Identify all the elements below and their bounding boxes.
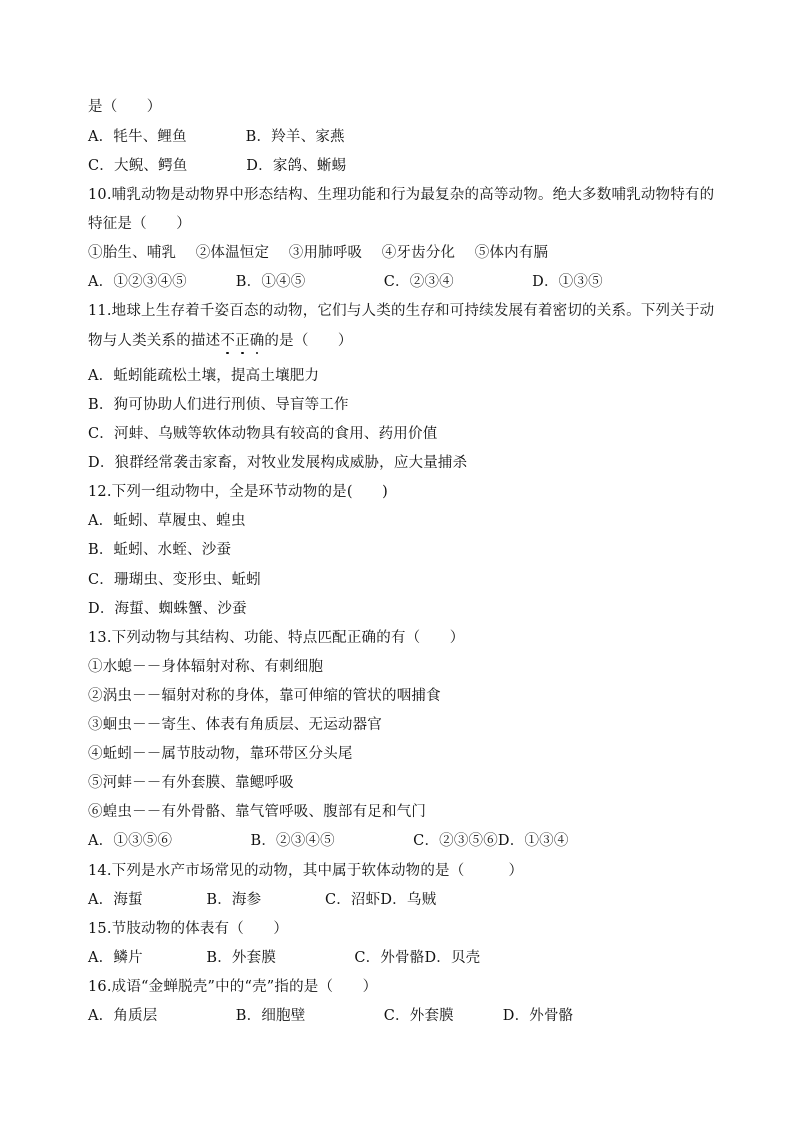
option-line: C．河蚌、乌贼等软体动物具有较高的食用、药用价值 — [88, 426, 438, 442]
statement-line: ②涡虫－－辐射对称的身体，靠可伸缩的管状的咽捕食 — [88, 688, 441, 704]
question-12: 12.下列一组动物中，全是环节动物的是( ) — [88, 484, 388, 500]
option-line: A．蚯蚓能疏松土壤，提高土壤肥力 — [88, 368, 320, 384]
text-span: 的是（ ） — [264, 333, 353, 349]
option-line: A．角质层 B．细胞壁 C．外套膜 D．外骨骼 — [88, 1008, 574, 1024]
text-line: 是（ ） — [88, 99, 162, 115]
text-line: 特征是（ ） — [88, 216, 191, 232]
option-line: A．牦牛、鲤鱼 B．羚羊、家燕 — [88, 129, 345, 145]
question-10: 10.哺乳动物是动物界中形态结构、生理功能和行为最复杂的高等动物。绝大多数哺乳动物特有的 — [88, 187, 715, 203]
option-line: B．蚯蚓、水蛭、沙蚕 — [88, 542, 232, 558]
question-15: 15.节肢动物的体表有（ ） — [88, 921, 289, 937]
statement-line: ①水螅－－身体辐射对称、有刺细胞 — [88, 659, 324, 675]
option-line: C．珊瑚虫、变形虫、蚯蚓 — [88, 572, 261, 588]
option-line: B．狗可协助人们进行刑侦、导盲等工作 — [88, 397, 349, 413]
question-11-continued — [88, 331, 353, 351]
option-line: A．鳞片 B．外套膜 C．外骨骼D．贝壳 — [88, 950, 481, 966]
question-14: 14.下列是水产市场常见的动物，其中属于软体动物的是（ ） — [88, 863, 524, 879]
question-16: 16.成语“金蝉脱壳”中的“壳”指的是（ ） — [88, 979, 378, 995]
option-line: A．蚯蚓、草履虫、蝗虫 — [88, 513, 246, 529]
option-line: D．海蜇、蜘蛛蟹、沙蚕 — [88, 601, 247, 617]
text-span: 物与人类关系的描述 — [88, 333, 221, 349]
statement-line: ④蚯蚓－－属节肢动物，靠环带区分头尾 — [88, 746, 353, 762]
statement-line: ①胎生、哺乳 ②体温恒定 ③用肺呼吸 ④牙齿分化 ⑤体内有膈 — [88, 245, 549, 261]
emphasis-char: 确 — [249, 333, 265, 349]
statement-line: ⑤河蚌－－有外套膜、靠鳃呼吸 — [88, 775, 294, 791]
statement-line: ⑥蝗虫－－有外骨骼、靠气管呼吸、腹部有足和气门 — [88, 804, 427, 820]
option-line: A．海蜇 B．海参 C．沼虾D．乌贼 — [88, 892, 437, 908]
question-11: 11.地球上生存着千姿百态的动物，它们与人类的生存和可持续发展有着密切的关系。下列关于动 — [88, 303, 715, 319]
statement-line: ③蛔虫－－寄生、体表有角质层、无运动器官 — [88, 717, 382, 733]
option-line: C．大鲵、鳄鱼 D．家鸽、蜥蜴 — [88, 158, 347, 174]
emphasis-char: 不 — [220, 333, 236, 349]
question-13: 13.下列动物与其结构、功能、特点匹配正确的有（ ） — [88, 630, 465, 646]
option-line: D．狼群经常袭击家畜，对牧业发展构成威胁，应大量捕杀 — [88, 455, 468, 471]
option-line: A．①②③④⑤ B．①④⑤ C．②③④ D．①③⑤ — [88, 274, 603, 290]
emphasis-char: 正 — [235, 333, 250, 349]
option-line: A．①③⑤⑥ B．②③④⑤ C．②③⑤⑥D．①③④ — [88, 833, 569, 849]
